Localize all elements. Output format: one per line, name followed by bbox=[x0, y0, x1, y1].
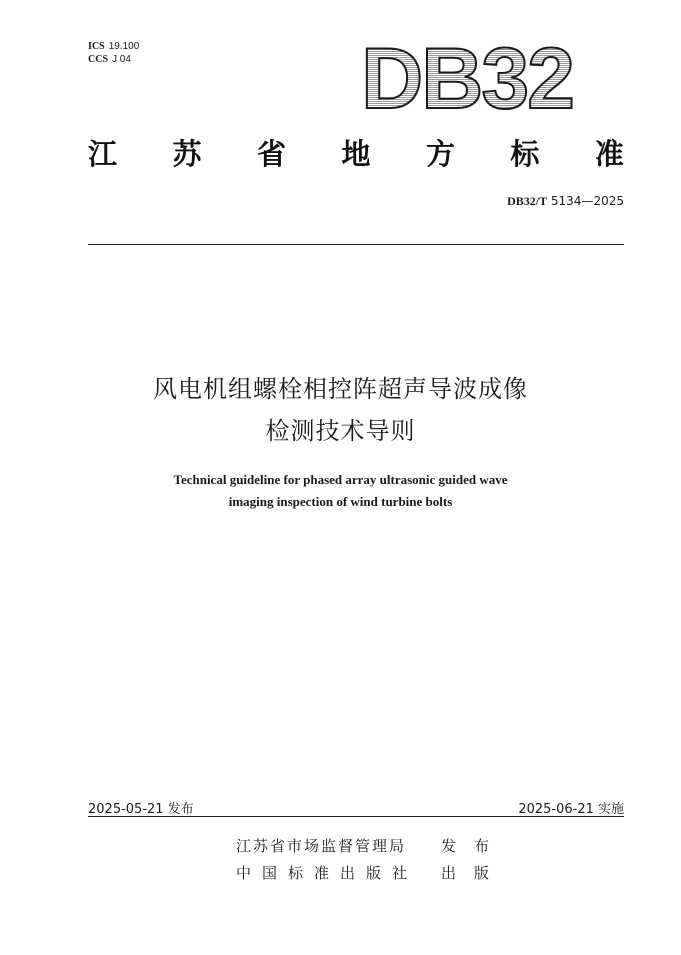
issue-date: 2025-05-21 发布 bbox=[88, 802, 194, 817]
standard-type-char: 省 bbox=[256, 137, 286, 171]
chinese-title-line-1: 风电机组螺栓相控阵超声导波成像 bbox=[153, 375, 528, 403]
english-title bbox=[0, 469, 681, 513]
issuing-authority: 江苏省市场监督管理局 bbox=[236, 837, 407, 855]
implementation-date: 2025-06-21 实施 bbox=[518, 802, 624, 817]
publish-action: 出版 bbox=[441, 864, 508, 882]
standard-type-title bbox=[88, 134, 624, 174]
ccs-code: CCS J 04 bbox=[88, 54, 131, 65]
standard-type-char: 标 bbox=[510, 137, 540, 171]
english-title-line-2: imaging inspection of wind turbine bolts bbox=[228, 494, 453, 509]
standard-type-char: 地 bbox=[341, 137, 371, 171]
publisher-row bbox=[236, 833, 507, 860]
publishing-house: 中国标准出版社 bbox=[236, 864, 419, 882]
publisher-block bbox=[236, 833, 507, 887]
bottom-divider bbox=[88, 816, 624, 817]
standard-type-char: 准 bbox=[594, 137, 624, 171]
standard-type-char: 江 bbox=[88, 137, 118, 171]
standard-type-char: 苏 bbox=[172, 137, 202, 171]
ics-code: ICS 19.100 bbox=[88, 41, 140, 52]
issue-action: 发布 bbox=[441, 837, 508, 855]
publisher-row bbox=[236, 860, 507, 887]
standard-number: DB32/T 5134—2025 bbox=[507, 194, 624, 208]
chinese-title bbox=[0, 368, 681, 452]
top-divider bbox=[88, 244, 624, 245]
classification-codes bbox=[88, 40, 139, 66]
english-title-line-1: Technical guideline for phased array ultrasonic guided wave bbox=[173, 472, 508, 487]
standard-type-char: 方 bbox=[425, 137, 455, 171]
chinese-title-line-2: 检测技术导则 bbox=[265, 417, 416, 445]
db32-logo: DB32 bbox=[361, 31, 573, 127]
